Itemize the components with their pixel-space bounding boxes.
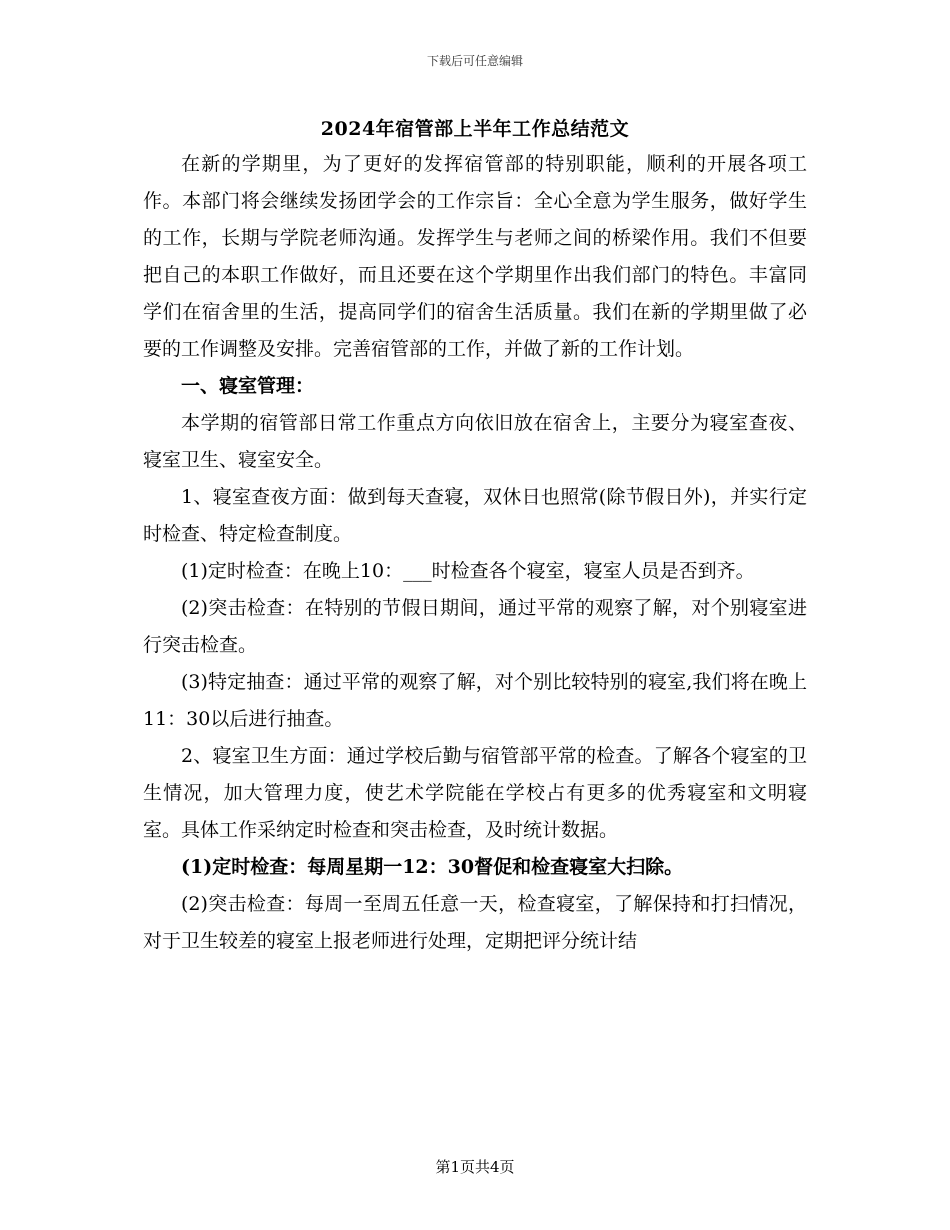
paragraph-night-check: 1、寝室查夜方面：做到每天查寝，双休日也照常(除节假日外)，并实行定时检查、特定检查制度。 xyxy=(143,486,807,545)
paragraph-surprise-check: (2)突击检查：在特别的节假日期间，通过平常的观察了解，对个别寝室进行突击检查。 xyxy=(143,597,807,656)
paragraph-spot-check: (3)特定抽查：通过平常的观察了解，对个别比较特别的寝室,我们将在晚上11：30以后进行抽查。 xyxy=(143,671,807,730)
document-body xyxy=(143,146,807,960)
paragraph-hygiene-surprise: (2)突击检查：每周一至周五任意一天，检查寝室，了解保持和打扫情况，对于卫生较差的寝室上报老师进行处理，定期把评分统计结 xyxy=(143,893,807,952)
page-footer: 第1页共4页 xyxy=(435,1158,515,1176)
section-heading-dorm-management: 一、寝室管理： xyxy=(181,375,315,397)
paragraph-hygiene-scheduled: (1)定时检查：每周星期一12：30督促和检查寝室大扫除。 xyxy=(181,856,684,878)
paragraph-dorm-overview: 本学期的宿管部日常工作重点方向依旧放在宿舍上，主要分为寝室查夜、寝室卫生、寝室安全。 xyxy=(143,412,807,471)
paragraph-scheduled-check: (1)定时检查：在晚上10：___时检查各个寝室，寝室人员是否到齐。 xyxy=(181,560,755,582)
paragraph-intro: 在新的学期里，为了更好的发挥宿管部的特别职能，顺利的开展各项工作。本部门将会继续发扬团学会的工作宗旨：全心全意为学生服务，做好学生的工作，长期与学院老师沟通。发挥学生与老师之间的桥梁作用。我们不但要把自己的本职工作做好，而且还要在这个学期里作出我们部门的特色。丰富同学们在宿舍里的生活，提高同学们的宿舍生活质量。我们在新的学期里做了必要的工作调整及安排。完善宿管部的工作，并做了新的工作计划。 xyxy=(143,153,807,360)
document-title: 2024年宿管部上半年工作总结范文 xyxy=(320,118,630,140)
paragraph-hygiene: 2、寝室卫生方面：通过学校后勤与宿管部平常的检查。了解各个寝室的卫生情况，加大管理力度，使艺术学院能在学校占有更多的优秀寝室和文明寝室。具体工作采纳定时检查和突击检查，及时统计数据。 xyxy=(143,745,807,841)
header-note: 下载后可任意编辑 xyxy=(426,54,523,68)
